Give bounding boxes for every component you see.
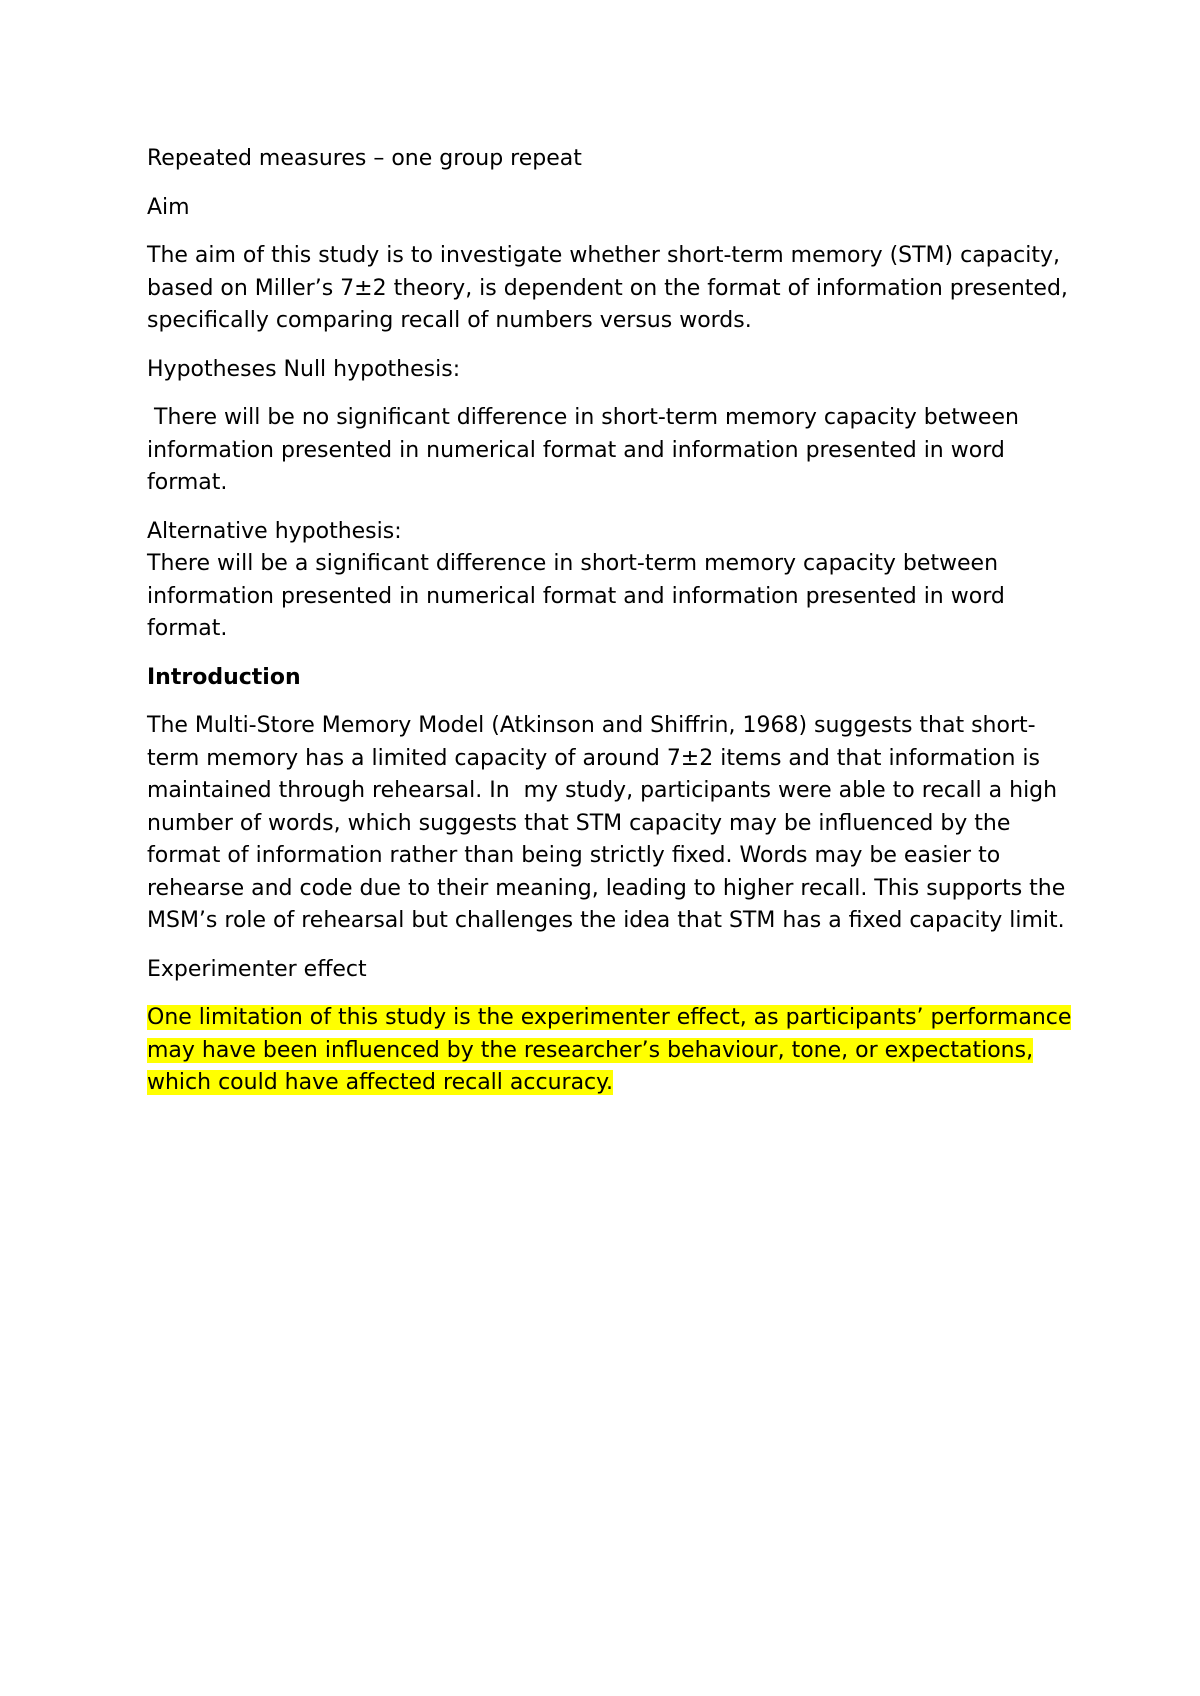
document-page — [147, 143, 1077, 1116]
aim-heading: Aim — [147, 194, 190, 220]
aim-text: The aim of this study is to investigate whether short-term memory (STM) capacity, based on Miller’s 7±2 theory, is dependent on the format of information presented, specifically comparing recall of numbers versus words. — [147, 243, 1068, 333]
highlighted-text: One limitation of this study is the experimenter effect, as participants’ performance may have been influenced by the researcher’s behaviour, tone, or expectations, which could have affected recall accuracy. — [147, 1005, 1072, 1095]
document-title: Repeated measures – one group repeat — [147, 146, 582, 171]
introduction-heading: Introduction — [147, 664, 301, 690]
experimenter-effect-text — [147, 1002, 1077, 1100]
introduction-text: The Multi-Store Memory Model (Atkinson and Shiffrin, 1968) suggests that short-term memory has a limited capacity of around 7±2 items and that information is maintained through rehearsal. In my study, participants were able to recall a high number of words, which suggests that STM capacity may be influenced by the format of information rather than being strictly fixed. Words may be easier to rehearse and code due to their meaning, leading to higher recall. This supports the MSM’s role of rehearsal but challenges the idea that STM has a fixed capacity limit. — [147, 713, 1073, 933]
alternative-hypothesis: There will be a significant difference in short-term memory capacity between information presented in numerical format and information presented in word format. — [147, 551, 1005, 641]
null-hypothesis: There will be no significant difference in short-term memory capacity between information presented in numerical format and information presented in word format. — [147, 405, 1026, 495]
alternative-hypothesis-heading: Alternative hypothesis: — [147, 518, 402, 544]
hypotheses-heading: Hypotheses Null hypothesis: — [147, 356, 461, 382]
experimenter-effect-heading: Experimenter effect — [147, 956, 367, 982]
